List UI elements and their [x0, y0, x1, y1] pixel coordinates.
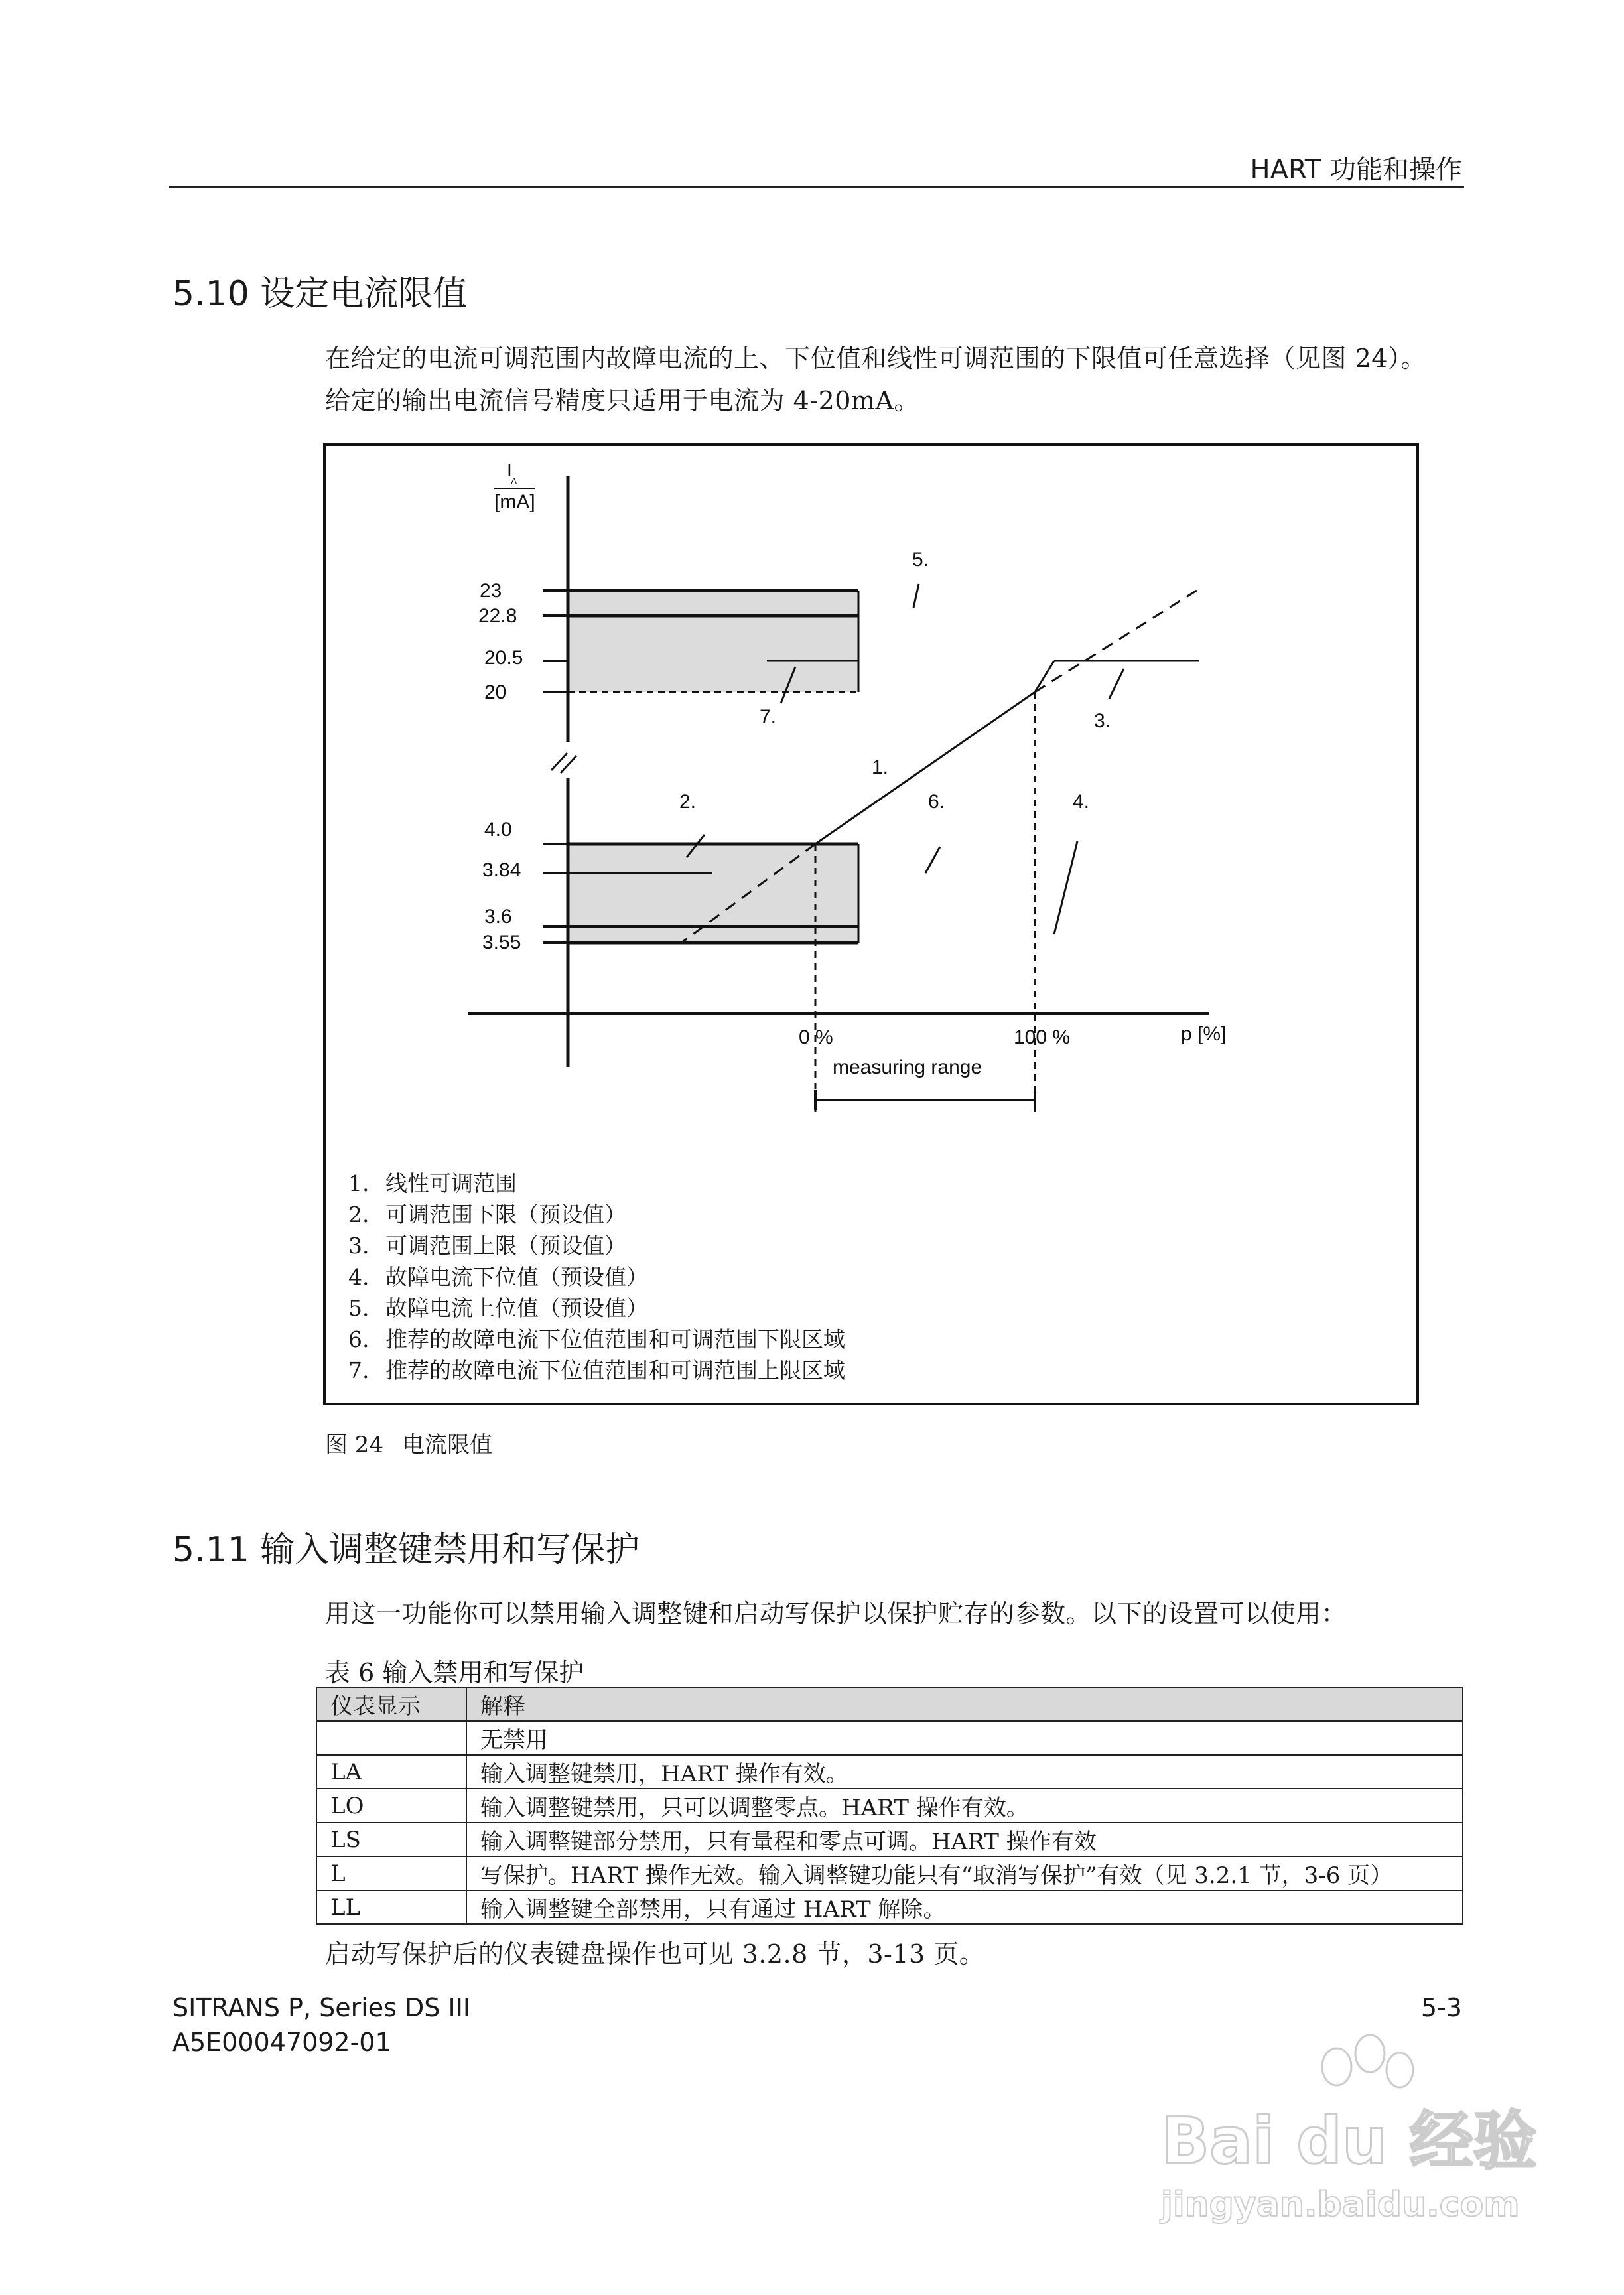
callout-6-leader — [925, 847, 940, 873]
legend-text: 推荐的故障电流下位值范围和可调范围上限区域 — [385, 1357, 845, 1383]
upper-limit-ramp — [1035, 661, 1054, 692]
y-tick-label: 3.6 — [484, 906, 512, 928]
upper-extrapolation-dashed — [1035, 591, 1197, 692]
table-header-row — [316, 1687, 1463, 1721]
y-tick-label: 3.84 — [482, 859, 521, 881]
table-header-explanation: 解释 — [466, 1687, 1463, 1721]
table-cell-display: LA — [316, 1755, 466, 1789]
y-tick-label: 4.0 — [484, 819, 512, 841]
table-cell-explanation: 无禁用 — [466, 1721, 1463, 1755]
figure-caption — [325, 1426, 492, 1459]
figure-legend — [348, 1168, 845, 1386]
callout-label: 1. — [872, 756, 889, 778]
legend-item — [348, 1261, 845, 1292]
paragraph-write-protection: 用这一功能你可以禁用输入调整键和启动写保护以保护贮存的参数。以下的设置可以使用： — [325, 1599, 1347, 1628]
table-cell-display: LL — [316, 1890, 466, 1924]
measuring-range-label: measuring range — [833, 1056, 982, 1078]
callout-label: 4. — [1073, 791, 1090, 813]
callout-3-leader — [1109, 669, 1124, 699]
upper-band — [568, 591, 858, 692]
table-row — [316, 1789, 1463, 1823]
callout-label: 6. — [928, 791, 945, 813]
legend-text: 故障电流上位值（预设值） — [385, 1295, 648, 1321]
paragraph-current-limits — [325, 337, 1426, 422]
table-cell-display: LO — [316, 1789, 466, 1823]
current-limit-chart — [323, 443, 1419, 1166]
footer-left — [172, 1990, 470, 2059]
legend-text: 推荐的故障电流下位值范围和可调范围下限区域 — [385, 1326, 845, 1352]
callout-label: 7. — [760, 706, 777, 728]
y-axis-unit: [mA] — [494, 491, 535, 513]
baidu-watermark — [1115, 2030, 1539, 2229]
callout-label: 3. — [1094, 710, 1111, 732]
callout-label: 5. — [912, 549, 929, 571]
table-header-display: 仪表显示 — [316, 1687, 466, 1721]
table-row — [316, 1755, 1463, 1789]
x-tick-label: 100 % — [1014, 1026, 1071, 1048]
callout-label: 2. — [679, 791, 697, 813]
y-tick-label: 3.55 — [482, 932, 521, 953]
table-cell-explanation: 输入调整键禁用，只可以调整零点。HART 操作有效。 — [466, 1789, 1463, 1823]
legend-text: 可调范围下限（预设值） — [385, 1202, 626, 1227]
table-cell-explanation: 写保护。HART 操作无效。输入调整键功能只有“取消写保护”有效（见 3.2.1 节，3-6 页） — [466, 1856, 1463, 1890]
y-tick-label: 20.5 — [484, 647, 523, 669]
settings-table — [316, 1687, 1463, 1925]
figure-caption-text: 电流限值 — [402, 1432, 493, 1458]
x-axis-label: p [%] — [1181, 1023, 1227, 1045]
legend-number: 3. — [348, 1233, 370, 1259]
legend-number: 2. — [348, 1202, 370, 1227]
y-axis-symbol: I — [507, 460, 512, 480]
legend-text: 可调范围上限（预设值） — [385, 1233, 626, 1259]
legend-item — [348, 1230, 845, 1261]
table-cell-display: LS — [316, 1823, 466, 1856]
table-cell-explanation: 输入调整键部分禁用，只有量程和零点可调。HART 操作有效 — [466, 1823, 1463, 1856]
footer-page-number: 5-3 — [1420, 1993, 1462, 2022]
y-axis-subscript: A — [511, 476, 517, 486]
paw-logo-icon — [1322, 2035, 1413, 2087]
footer-product: SITRANS P, Series DS III — [172, 1993, 471, 2022]
paragraph-after-table: 启动写保护后的仪表键盘操作也可见 3.2.8 节，3-13 页。 — [325, 1939, 985, 1969]
legend-number: 7. — [348, 1357, 370, 1383]
legend-item — [348, 1355, 845, 1386]
legend-number: 4. — [348, 1264, 370, 1290]
table-cell-explanation: 输入调整键禁用，HART 操作有效。 — [466, 1755, 1463, 1789]
y-tick-label: 22.8 — [478, 605, 517, 627]
y-tick-label: 20 — [484, 681, 507, 703]
legend-text: 故障电流下位值（预设值） — [385, 1264, 648, 1290]
legend-text: 线性可调范围 — [385, 1170, 517, 1196]
legend-item — [348, 1324, 845, 1355]
legend-item — [348, 1168, 845, 1199]
paragraph-line-1: 在给定的电流可调范围内故障电流的上、下位值和线性可调范围的下限值可任意选择（见图 24）。 — [325, 344, 1426, 373]
table-row — [316, 1890, 1463, 1924]
running-header: HART 功能和操作 — [1250, 155, 1462, 185]
y-tick-label: 23 — [480, 580, 502, 602]
legend-item — [348, 1292, 845, 1324]
legend-item — [348, 1199, 845, 1230]
x-tick-label: 0 % — [799, 1026, 833, 1048]
footer-doc-id: A5E00047092-01 — [172, 2028, 391, 2057]
legend-number: 6. — [348, 1326, 370, 1352]
legend-number: 1. — [348, 1170, 370, 1196]
callout-4-leader — [1054, 841, 1077, 934]
section-title-5-10: 5.10 设定电流限值 — [172, 274, 468, 314]
paragraph-line-2: 给定的输出电流信号精度只适用于电流为 4-20mA。 — [325, 386, 919, 415]
callout-5-leader — [914, 584, 919, 608]
table-title: 表 6 输入禁用和写保护 — [325, 1658, 584, 1687]
watermark-brand: Bai du 经验 — [1161, 2104, 1537, 2178]
table-row — [316, 1823, 1463, 1856]
figure-caption-label: 图 24 — [325, 1432, 384, 1458]
header-rule — [169, 186, 1464, 188]
linear-range-line — [815, 692, 1035, 844]
legend-number: 5. — [348, 1295, 370, 1321]
table-cell-explanation: 输入调整键全部禁用，只有通过 HART 解除。 — [466, 1890, 1463, 1924]
table-row — [316, 1721, 1463, 1755]
table-cell-display — [316, 1721, 466, 1755]
table-cell-display: L — [316, 1856, 466, 1890]
table-row — [316, 1856, 1463, 1890]
section-title-5-11: 5.11 输入调整键禁用和写保护 — [172, 1530, 640, 1570]
watermark-url: jingyan.baidu.com — [1161, 2185, 1520, 2225]
